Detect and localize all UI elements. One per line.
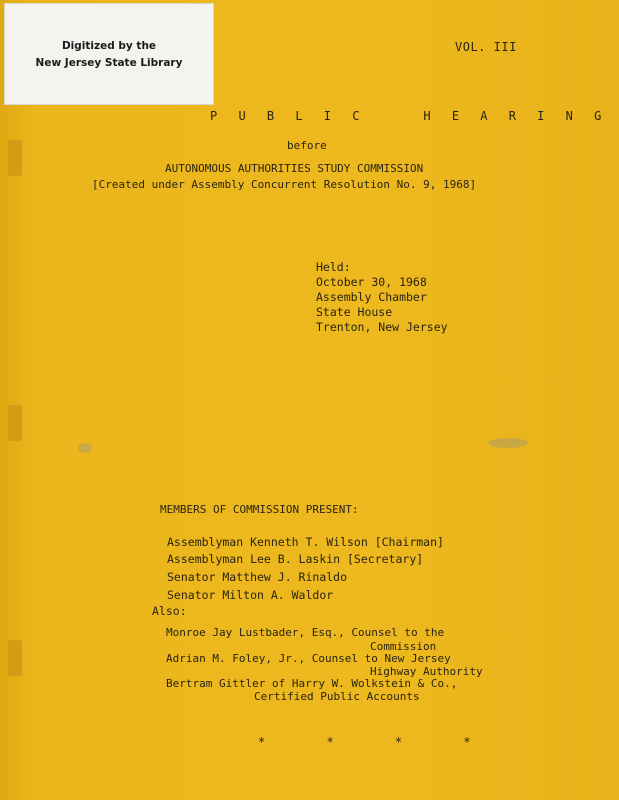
before-label: before — [287, 139, 327, 152]
stamp-line-2: New Jersey State Library — [35, 57, 183, 69]
member-item: Senator Matthew J. Rinaldo — [167, 570, 348, 584]
document-title: P U B L I C H E A R I N G — [210, 109, 609, 123]
smudge — [78, 443, 92, 453]
library-stamp — [4, 3, 214, 105]
members-heading: MEMBERS OF COMMISSION PRESENT: — [160, 503, 359, 516]
held-building: State House — [316, 305, 393, 319]
held-date: October 30, 1968 — [316, 275, 427, 289]
binding-mark — [8, 140, 22, 176]
held-room: Assembly Chamber — [316, 290, 427, 304]
held-label: Held: — [316, 260, 351, 274]
smudge — [488, 438, 528, 448]
member-item: Senator Milton A. Waldor — [167, 588, 334, 602]
member-item: Assemblyman Lee B. Laskin [Secretary] — [167, 552, 424, 566]
volume-label: VOL. III — [455, 40, 517, 54]
also-item: Adrian M. Foley, Jr., Counsel to New Jersey — [166, 652, 451, 665]
separator-stars: * * * * — [258, 735, 498, 749]
also-label: Also: — [152, 604, 187, 618]
also-item-continued: Commission — [370, 640, 437, 653]
also-item: Bertram Gittler of Harry W. Wolkstein & Co., — [166, 677, 458, 690]
binding-mark — [8, 640, 22, 676]
created-note: [Created under Assembly Concurrent Resolution No. 9, 1968] — [92, 178, 477, 191]
member-item: Assemblyman Kenneth T. Wilson [Chairman] — [167, 535, 444, 549]
also-item-continued: Certified Public Accounts — [254, 690, 420, 703]
also-item: Monroe Jay Lustbader, Esq., Counsel to the — [166, 626, 445, 639]
commission-name: AUTONOMOUS AUTHORITIES STUDY COMMISSION — [165, 162, 424, 175]
held-city: Trenton, New Jersey — [316, 320, 448, 334]
binding-mark — [8, 405, 22, 441]
stamp-line-1: Digitized by the — [61, 40, 157, 52]
also-item-continued: Highway Authority — [370, 665, 483, 678]
hearing-details — [316, 260, 448, 335]
